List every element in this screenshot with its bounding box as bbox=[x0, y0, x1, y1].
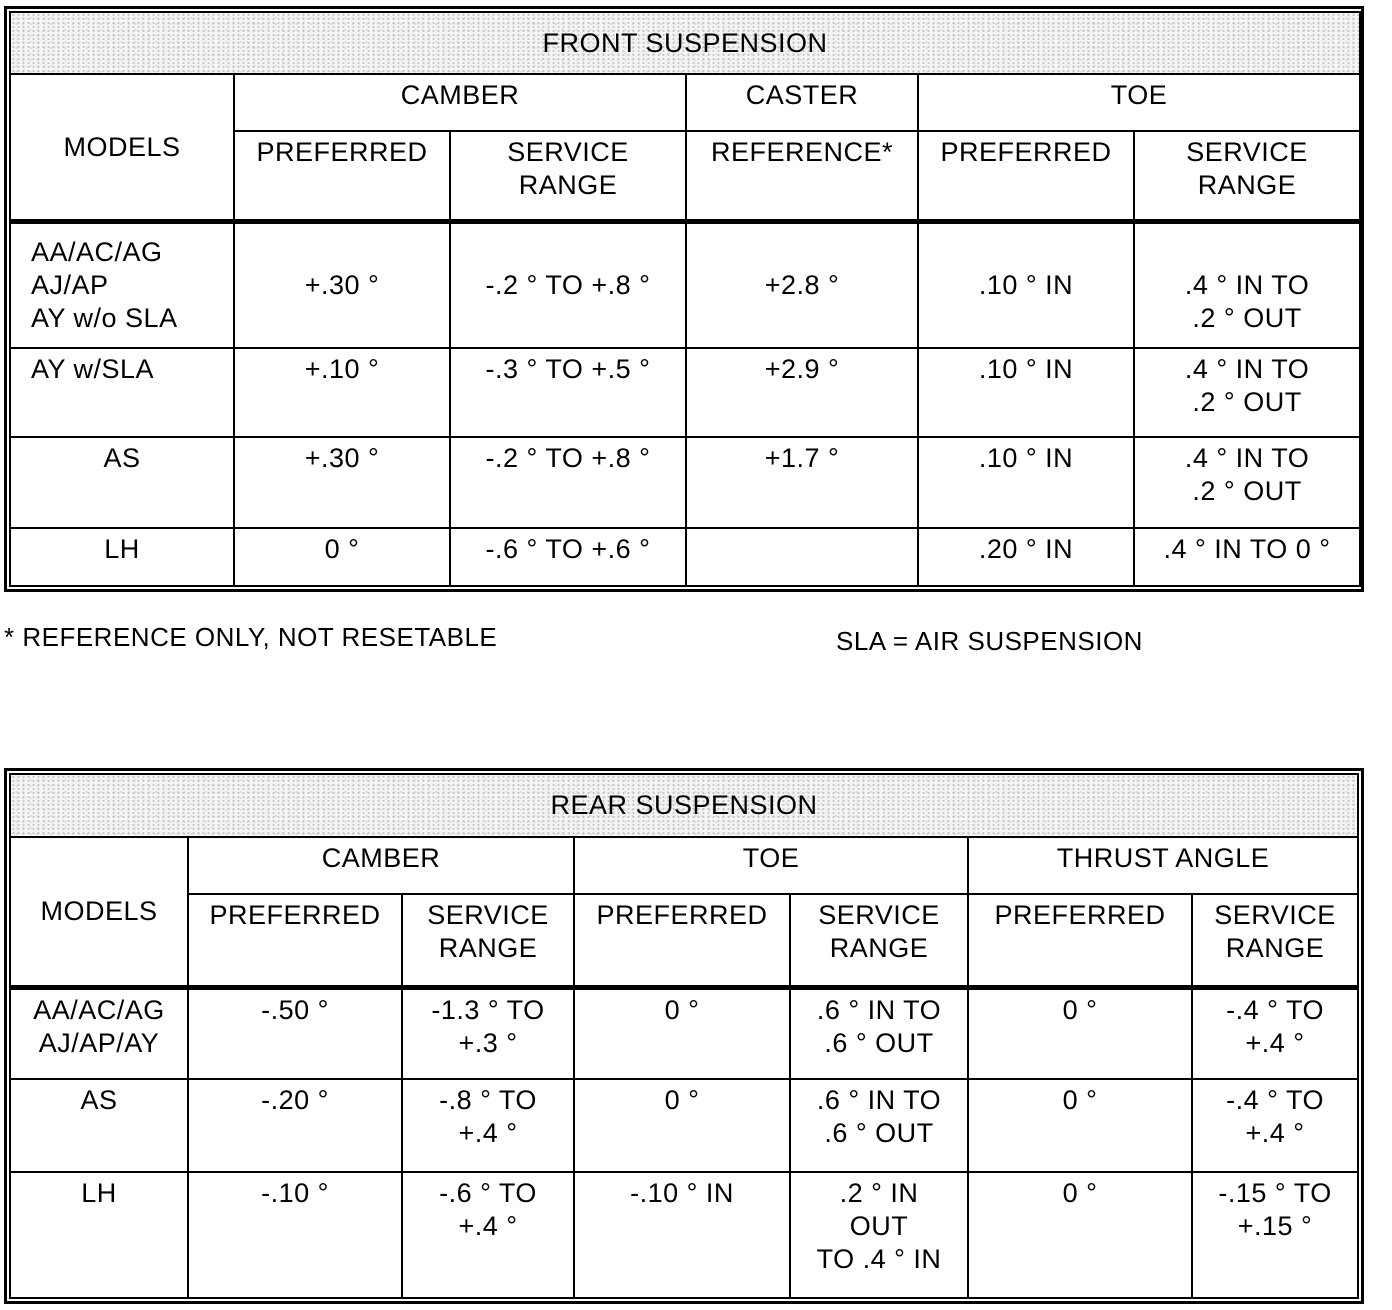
toe-preferred-cell: -.10 ° IN bbox=[574, 1172, 790, 1298]
rear-thrust-service-header: SERVICE RANGE bbox=[1192, 894, 1358, 987]
sla-footnote: SLA = AIR SUSPENSION bbox=[836, 626, 1143, 656]
toe-preferred-cell: .10 ° IN bbox=[918, 221, 1134, 348]
caster-cell bbox=[686, 528, 918, 586]
front-toe-preferred-header: PREFERRED bbox=[918, 131, 1134, 222]
camber-range-cell: -.8 ° TO +.4 ° bbox=[402, 1079, 574, 1172]
rear-models-header: MODELS bbox=[10, 837, 188, 987]
thrust-range-cell: -.15 ° TO +.15 ° bbox=[1192, 1172, 1358, 1298]
rear-title: REAR SUSPENSION bbox=[10, 774, 1358, 837]
model-cell: AS bbox=[10, 437, 234, 528]
front-caster-header: CASTER bbox=[686, 74, 918, 130]
table-row bbox=[10, 1172, 1358, 1298]
rear-camber-preferred-header: PREFERRED bbox=[188, 894, 402, 987]
front-camber-preferred-header: PREFERRED bbox=[234, 131, 450, 222]
model-cell: LH bbox=[10, 528, 234, 586]
rear-toe-preferred-header: PREFERRED bbox=[574, 894, 790, 987]
thrust-range-cell: -.4 ° TO +.4 ° bbox=[1192, 987, 1358, 1078]
camber-preferred-cell: 0 ° bbox=[234, 528, 450, 586]
table-row bbox=[10, 528, 1360, 586]
model-cell: AA/AC/AG AJ/AP/AY bbox=[10, 987, 188, 1078]
camber-range-cell: -.2 ° TO +.8 ° bbox=[450, 437, 686, 528]
toe-range-cell: .4 ° IN TO .2 ° OUT bbox=[1134, 437, 1360, 528]
caster-cell: +1.7 ° bbox=[686, 437, 918, 528]
camber-range-cell: -.6 ° TO +.6 ° bbox=[450, 528, 686, 586]
toe-preferred-cell: .20 ° IN bbox=[918, 528, 1134, 586]
camber-preferred-cell: -.50 ° bbox=[188, 987, 402, 1078]
front-camber-service-header: SERVICE RANGE bbox=[450, 131, 686, 222]
model-cell: AS bbox=[10, 1079, 188, 1172]
camber-preferred-cell: -.20 ° bbox=[188, 1079, 402, 1172]
camber-preferred-cell: +.10 ° bbox=[234, 348, 450, 437]
front-caster-reference-header: REFERENCE* bbox=[686, 131, 918, 222]
toe-preferred-cell: .10 ° IN bbox=[918, 348, 1134, 437]
camber-range-cell: -.6 ° TO +.4 ° bbox=[402, 1172, 574, 1298]
camber-preferred-cell: +.30 ° bbox=[234, 221, 450, 348]
thrust-preferred-cell: 0 ° bbox=[968, 1079, 1192, 1172]
rear-toe-service-header: SERVICE RANGE bbox=[790, 894, 968, 987]
model-cell: AA/AC/AG AJ/AP AY w/o SLA bbox=[10, 221, 234, 348]
front-toe-service-header: SERVICE RANGE bbox=[1134, 131, 1360, 222]
toe-range-cell: .6 ° IN TO .6 ° OUT bbox=[790, 987, 968, 1078]
caster-cell: +2.9 ° bbox=[686, 348, 918, 437]
toe-range-cell: .4 ° IN TO .2 ° OUT bbox=[1134, 221, 1360, 348]
thrust-preferred-cell: 0 ° bbox=[968, 987, 1192, 1078]
toe-preferred-cell: 0 ° bbox=[574, 987, 790, 1078]
camber-range-cell: -.2 ° TO +.8 ° bbox=[450, 221, 686, 348]
table-row bbox=[10, 987, 1358, 1078]
camber-range-cell: -1.3 ° TO +.3 ° bbox=[402, 987, 574, 1078]
toe-range-cell: .6 ° IN TO .6 ° OUT bbox=[790, 1079, 968, 1172]
front-toe-header: TOE bbox=[918, 74, 1360, 130]
model-cell: AY w/SLA bbox=[10, 348, 234, 437]
rear-thrust-header: THRUST ANGLE bbox=[968, 837, 1358, 894]
front-title: FRONT SUSPENSION bbox=[10, 12, 1360, 74]
rear-suspension-table bbox=[4, 768, 1364, 1304]
camber-preferred-cell: +.30 ° bbox=[234, 437, 450, 528]
table-row bbox=[10, 1079, 1358, 1172]
model-cell: LH bbox=[10, 1172, 188, 1298]
toe-preferred-cell: .10 ° IN bbox=[918, 437, 1134, 528]
front-models-header: MODELS bbox=[10, 74, 234, 221]
rear-camber-service-header: SERVICE RANGE bbox=[402, 894, 574, 987]
table-row bbox=[10, 221, 1360, 348]
caster-cell: +2.8 ° bbox=[686, 221, 918, 348]
front-suspension-table bbox=[4, 6, 1364, 592]
front-camber-header: CAMBER bbox=[234, 74, 686, 130]
table-row bbox=[10, 437, 1360, 528]
thrust-range-cell: -.4 ° TO +.4 ° bbox=[1192, 1079, 1358, 1172]
toe-range-cell: .4 ° IN TO .2 ° OUT bbox=[1134, 348, 1360, 437]
camber-range-cell: -.3 ° TO +.5 ° bbox=[450, 348, 686, 437]
camber-preferred-cell: -.10 ° bbox=[188, 1172, 402, 1298]
toe-range-cell: .4 ° IN TO 0 ° bbox=[1134, 528, 1360, 586]
table-row bbox=[10, 348, 1360, 437]
toe-preferred-cell: 0 ° bbox=[574, 1079, 790, 1172]
toe-range-cell: .2 ° IN OUT TO .4 ° IN bbox=[790, 1172, 968, 1298]
rear-toe-header: TOE bbox=[574, 837, 968, 894]
thrust-preferred-cell: 0 ° bbox=[968, 1172, 1192, 1298]
rear-thrust-preferred-header: PREFERRED bbox=[968, 894, 1192, 987]
rear-camber-header: CAMBER bbox=[188, 837, 574, 894]
reference-footnote: * REFERENCE ONLY, NOT RESETABLE bbox=[4, 622, 498, 652]
